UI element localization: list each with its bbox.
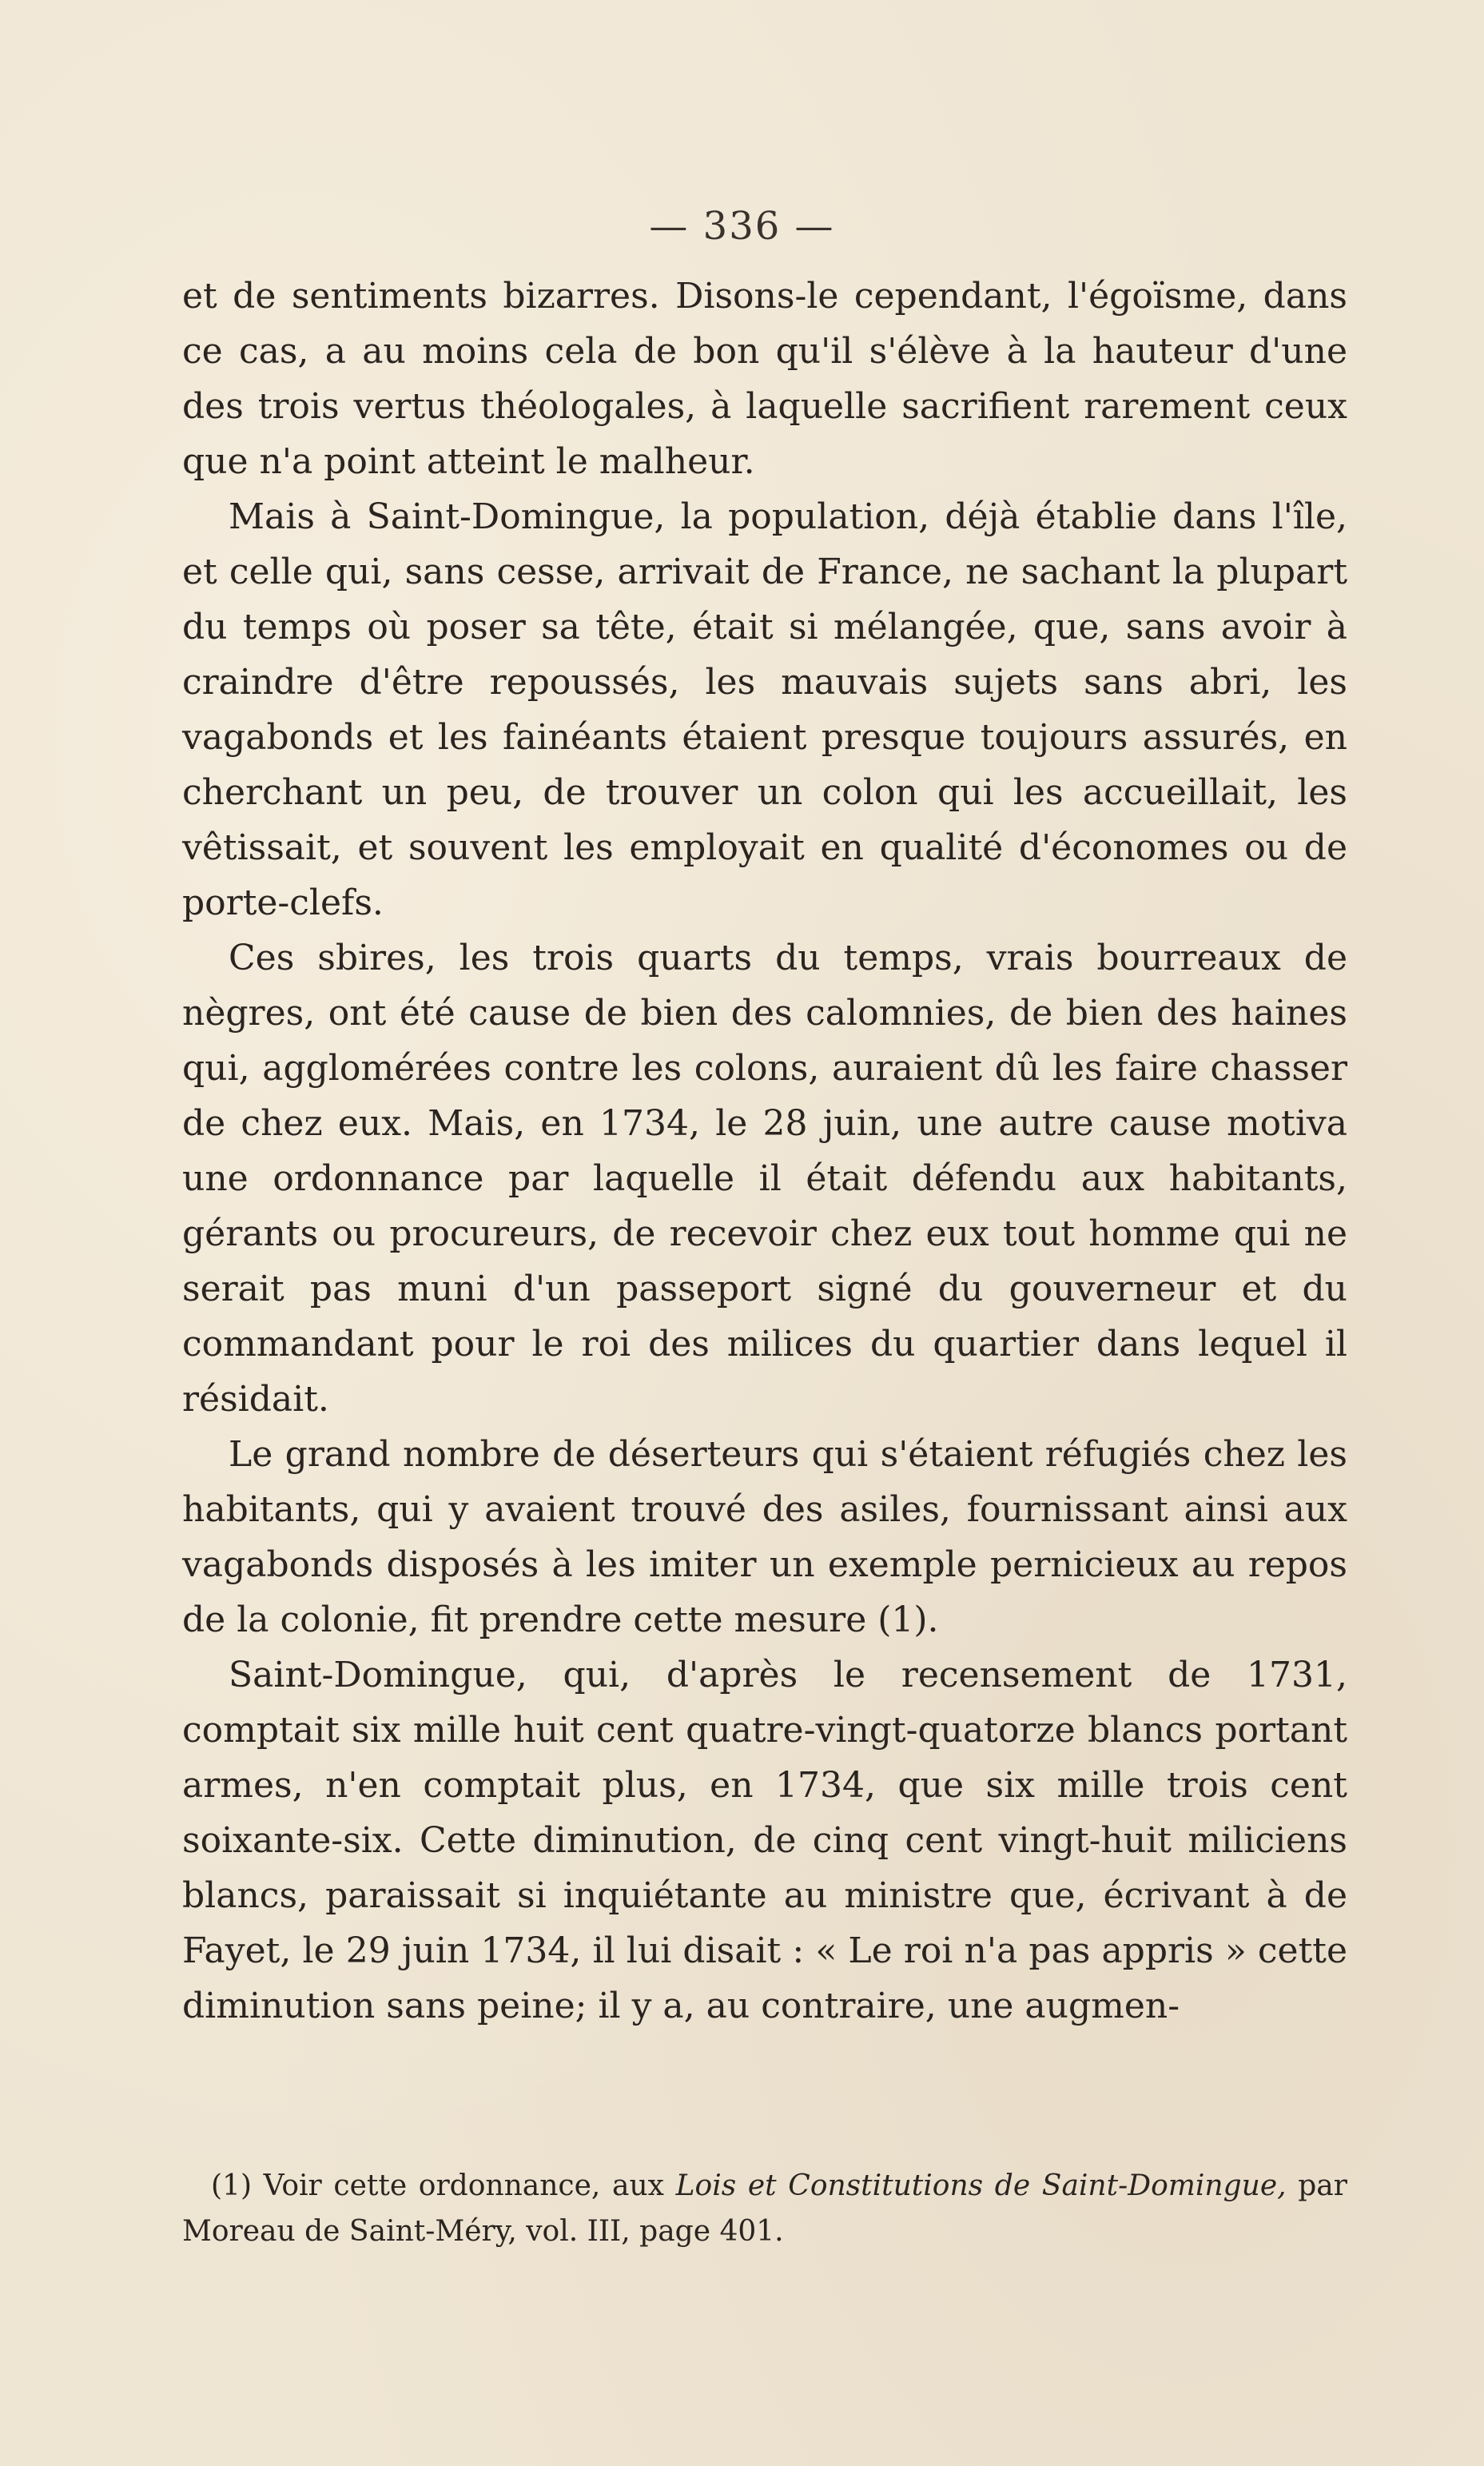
body-text xyxy=(182,269,1347,2034)
paragraph: et de sentiments bizarres. Disons-le cependant, l'égoïsme, dans ce cas, a au moins cela de bon qu'il s'élève à la hauteur d'une des trois vertus théologales, à laquelle sacrifient rarement ceux que n'a point atteint le malheur. xyxy=(182,276,1347,482)
footnote-suffix: par Moreau de Saint-Méry, vol. III, page 401. xyxy=(182,2169,1347,2248)
paragraph: Saint-Domingue, qui, d'après le recensement de 1731, comptait six mille huit cent quatre-vingt-quatorze blancs portant armes, n'en comptait plus, en 1734, que six mille trois cent soixante-six. Cette diminution, de cinq cent vingt-huit miliciens blancs, paraissait si inquiétante au ministre que, écrivant à de Fayet, le 29 juin 1734, il lui disait : « Le roi n'a pas appris » cette diminution sans peine; il y a, au contraire, une augmen- xyxy=(182,1655,1347,2026)
footnote-prefix: (1) Voir cette ordonnance, aux xyxy=(211,2169,676,2202)
paragraph: Ces sbires, les trois quarts du temps, vrais bourreaux de nègres, ont été cause de bien des calomnies, de bien des haines qui, agglomérées contre les colons, auraient dû les faire chasser de chez eux. Mais, en 1734, le 28 juin, une autre cause motiva une ordonnance par laquelle il était défendu aux habitants, gérants ou procureurs, de recevoir chez eux tout homme qui ne serait pas muni d'un passeport signé du gouverneur et du commandant pour le roi des milices du quartier dans lequel il résidait. xyxy=(182,938,1347,1420)
paragraph: Le grand nombre de déserteurs qui s'étaient réfugiés chez les habitants, qui y avaient trouvé des asiles, fournissant ainsi aux vagabonds disposés à les imiter un exemple pernicieux au repos de la colonie, fit prendre cette mesure (1). xyxy=(182,1434,1347,1640)
page-number: — 336 — xyxy=(649,204,835,249)
footnote-title: Lois et Constitutions de Saint-Domingue, xyxy=(675,2169,1287,2202)
footnote-text xyxy=(182,2163,1347,2254)
footnote xyxy=(182,2163,1347,2254)
paragraph: Mais à Saint-Domingue, la population, déjà établie dans l'île, et celle qui, sans cesse, arrivait de France, ne sachant la plupart du temps où poser sa tête, était si mélangée, que, sans avoir à craindre d'être repoussés, les mauvais sujets sans abri, les vagabonds et les fainéants étaient presque toujours assurés, en cherchant un peu, de trouver un colon qui les accueillait, les vêtissait, et souvent les employait en qualité d'économes ou de porte-clefs. xyxy=(182,496,1347,923)
